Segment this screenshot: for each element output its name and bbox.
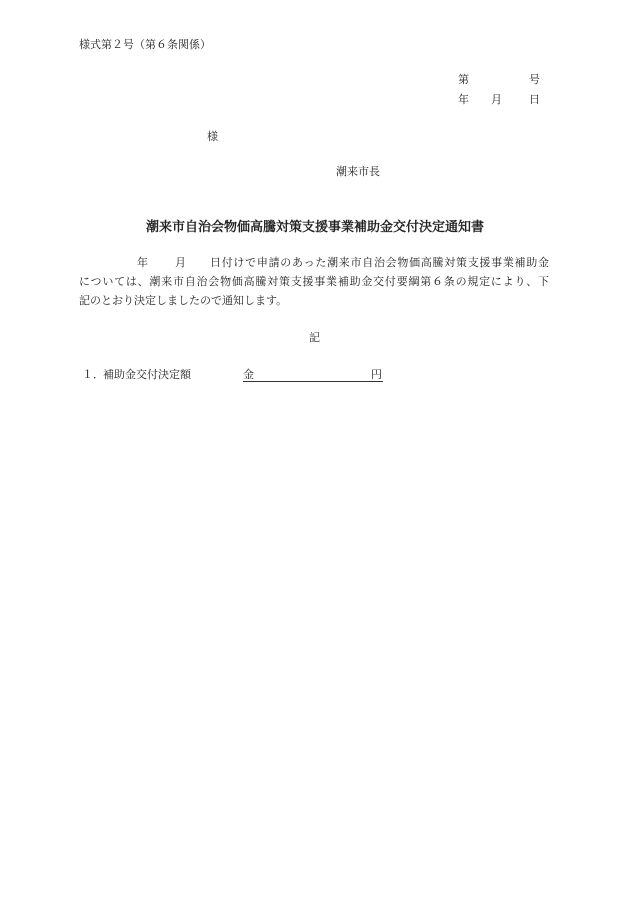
body-line3: 記のとおり決定しましたので通知します。: [79, 294, 288, 307]
date-year: 年: [458, 93, 469, 106]
doc-number-suffix: 号: [529, 73, 540, 86]
item-number: １．: [82, 368, 104, 381]
item-label: 補助金交付決定額: [103, 368, 191, 381]
date-day: 日: [529, 93, 540, 106]
ki-heading: 記: [309, 331, 320, 344]
amount-prefix: 金: [243, 368, 254, 381]
sender: 潮来市長: [336, 165, 380, 178]
body-month: 月: [175, 256, 186, 269]
amount-underline: [243, 381, 383, 382]
doc-number-prefix: 第: [458, 73, 469, 86]
document-title: 潮来市自治会物価高騰対策支援事業補助金交付決定通知書: [145, 220, 484, 235]
form-number: 様式第２号（第６条関係）: [79, 38, 211, 51]
body-line2: については、潮来市自治会物価高騰対策支援事業補助金交付要綱第６条の規定により、下: [79, 275, 549, 288]
body-year: 年: [137, 256, 148, 269]
recipient-suffix: 様: [207, 130, 218, 143]
date-month: 月: [491, 93, 502, 106]
amount-suffix: 円: [371, 368, 382, 381]
body-line1: 日付けで申請のあった潮来市自治会物価高騰対策支援事業補助金: [210, 256, 549, 269]
